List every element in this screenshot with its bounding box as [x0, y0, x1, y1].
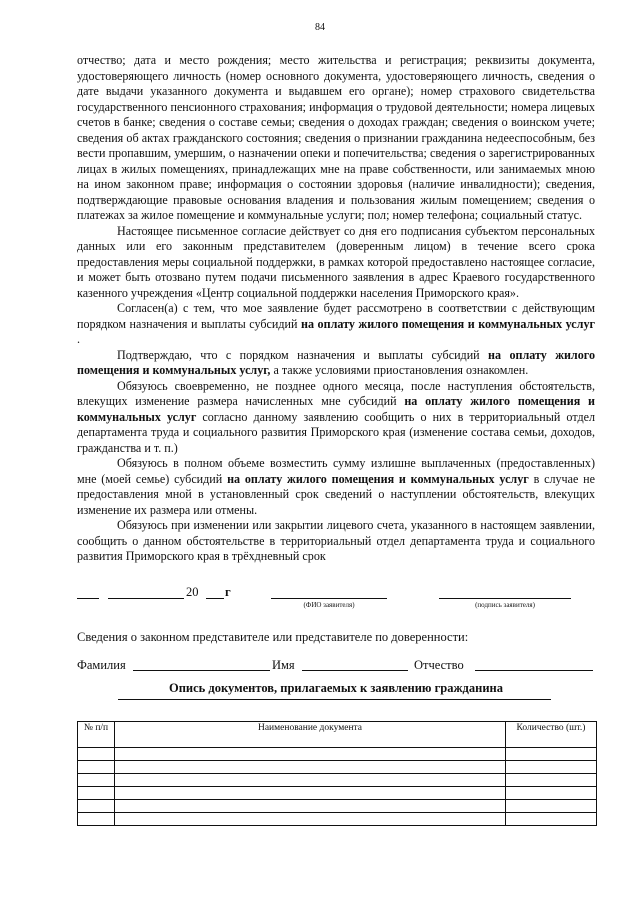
document-name-cell[interactable]: [115, 800, 506, 813]
quantity-cell[interactable]: [506, 748, 597, 761]
applicant-fio-caption: (ФИО заявителя): [303, 601, 355, 609]
year-prefix: 20: [186, 585, 199, 599]
applicant-signature-field[interactable]: [439, 598, 571, 599]
text-run: Согласен(а) с тем, что мое заявление будет рассмотрено в соответствии с действующим порядком назначения и выплаты субсидий: [77, 301, 595, 331]
quantity-cell[interactable]: [506, 813, 597, 826]
table-row: [78, 748, 597, 761]
quantity-cell[interactable]: [506, 787, 597, 800]
name-field[interactable]: [302, 670, 408, 671]
text-run: Настоящее письменное согласие действует со дня его подписания субъектом персональных данных или его законным представителем (доверенным лицом) в течение всего срока предоставления меры социальной поддержки, в рамках которой предоставлено настоящее согласие, и может быть отозвано путем подачи письменного заявления в адрес Краевого государственного казенного учреждения «Центр социальной поддержки населения Приморского края».: [77, 223, 595, 300]
applicant-fio-field[interactable]: [271, 598, 387, 599]
text-run: Подтверждаю, что с порядком назначения и выплаты субсидий: [117, 347, 489, 362]
surname-label: Фамилия: [77, 658, 126, 672]
paragraph: [77, 53, 595, 224]
year-suffix: г: [225, 585, 231, 599]
document-name-cell[interactable]: [115, 787, 506, 800]
bold-text: на оплату жилого помещения и коммунальных услуг,: [77, 347, 595, 377]
year-field[interactable]: [206, 598, 224, 599]
representative-name-fields: [77, 658, 595, 674]
table-row: [78, 761, 597, 774]
text-run: а также условиями приостановления ознакомлен.: [270, 363, 529, 377]
text-run: Обязуюсь в полном объеме возместить сумму излишне выплаченных (предоставленных) мне (моей семье) субсидий: [77, 456, 595, 486]
text-run: в случае не предоставления мной в установленный срок сведений о наступлении обстоятельств, влекущих изменение их размера или отмены.: [77, 471, 595, 517]
document-name-cell[interactable]: [115, 748, 506, 761]
table-header-row: [78, 722, 597, 748]
document-name-cell[interactable]: [115, 774, 506, 787]
paragraph: [77, 224, 595, 302]
table-row: [78, 774, 597, 787]
table-row: [78, 787, 597, 800]
paragraph: [77, 301, 595, 348]
quantity-cell[interactable]: [506, 800, 597, 813]
paragraph: [77, 456, 595, 518]
text-run: .: [77, 332, 81, 346]
quantity-cell[interactable]: [506, 774, 597, 787]
bold-text: на оплату жилого помещения и коммунальных услуг: [301, 316, 596, 331]
row-number-cell[interactable]: [78, 787, 115, 800]
row-number-cell[interactable]: [78, 800, 115, 813]
applicant-signature-caption: (подпись заявителя): [475, 601, 535, 609]
name-label: Имя: [272, 658, 295, 672]
column-quantity-header: Количество (шт.): [506, 722, 597, 748]
documents-table: [77, 721, 597, 826]
month-field[interactable]: [108, 598, 184, 599]
text-run: Обязуюсь своевременно, не позднее одного месяца, после наступления обстоятельств, влекущих изменение размера начисленных мне субсидий: [77, 378, 595, 408]
row-number-cell[interactable]: [78, 774, 115, 787]
paragraph: [77, 518, 595, 565]
paragraph: [77, 379, 595, 457]
document-name-cell[interactable]: [115, 761, 506, 774]
column-number-header: № п/п: [78, 722, 115, 748]
row-number-cell[interactable]: [78, 761, 115, 774]
paragraph: [77, 348, 595, 379]
table-row: [78, 813, 597, 826]
text-run: отчество; дата и место рождения; место жительства и регистрация; реквизиты документа, удостоверяющего личность (номер основного документа, удостоверяющего личность, сведения о дате выдачи указанного документа и выдавшем его органе); номер страхового свидетельства государственного пенсионного страхования; информация о трудовой деятельности; номера лицевых счетов в банке; сведения о составе семьи; сведения о доходах граждан; сведения о воинском учете; сведения об актах гражданского состояния; сведения о признании гражданина недееспособным, без вести пропавшим, умершим, о назначении опеки и попечительства; сведения о зарегистрированных лицах в жилых помещениях, принадлежащих мне на праве собственности, или занимаемых мною на ином законном праве; информация о состоянии здоровья (наличие инвалидности); сведения, подтверждающие правовые основания владения и пользования жилым помещением; сведения о платежах за жилое помещение и коммунальные услуги; пол; номер телефона; социальный статус.: [77, 53, 595, 222]
row-number-cell[interactable]: [78, 748, 115, 761]
day-field[interactable]: [77, 598, 99, 599]
inventory-title: Опись документов, прилагаемых к заявлению гражданина: [169, 681, 503, 695]
document-name-cell[interactable]: [115, 813, 506, 826]
bold-text: на оплату жилого помещения и коммунальных услуг: [77, 394, 595, 424]
consent-text: [77, 53, 595, 565]
inventory-underline: [118, 699, 551, 700]
signature-block: [77, 585, 597, 615]
surname-field[interactable]: [133, 670, 270, 671]
page-number: 84: [315, 22, 325, 33]
column-document-name-header: Наименование документа: [115, 722, 506, 748]
table-row: [78, 800, 597, 813]
representative-heading: Сведения о законном представителе или представителе по доверенности:: [77, 630, 469, 644]
text-run: согласно данному заявлению сообщить о них в территориальный отдел департамента труда и социального развития Приморского края (изменение состава семьи, доходов, гражданства и т. п.): [77, 409, 595, 455]
patronymic-label: Отчество: [414, 658, 464, 672]
text-run: Обязуюсь при изменении или закрытии лицевого счета, указанного в настоящем заявлении, сообщить о данном обстоятельстве в территориальный отдел департамента труда и социального развития Приморского края в трёхдневный срок: [77, 518, 595, 563]
patronymic-field[interactable]: [475, 670, 593, 671]
row-number-cell[interactable]: [78, 813, 115, 826]
bold-text: на оплату жилого помещения и коммунальных услуг: [227, 471, 529, 486]
quantity-cell[interactable]: [506, 761, 597, 774]
